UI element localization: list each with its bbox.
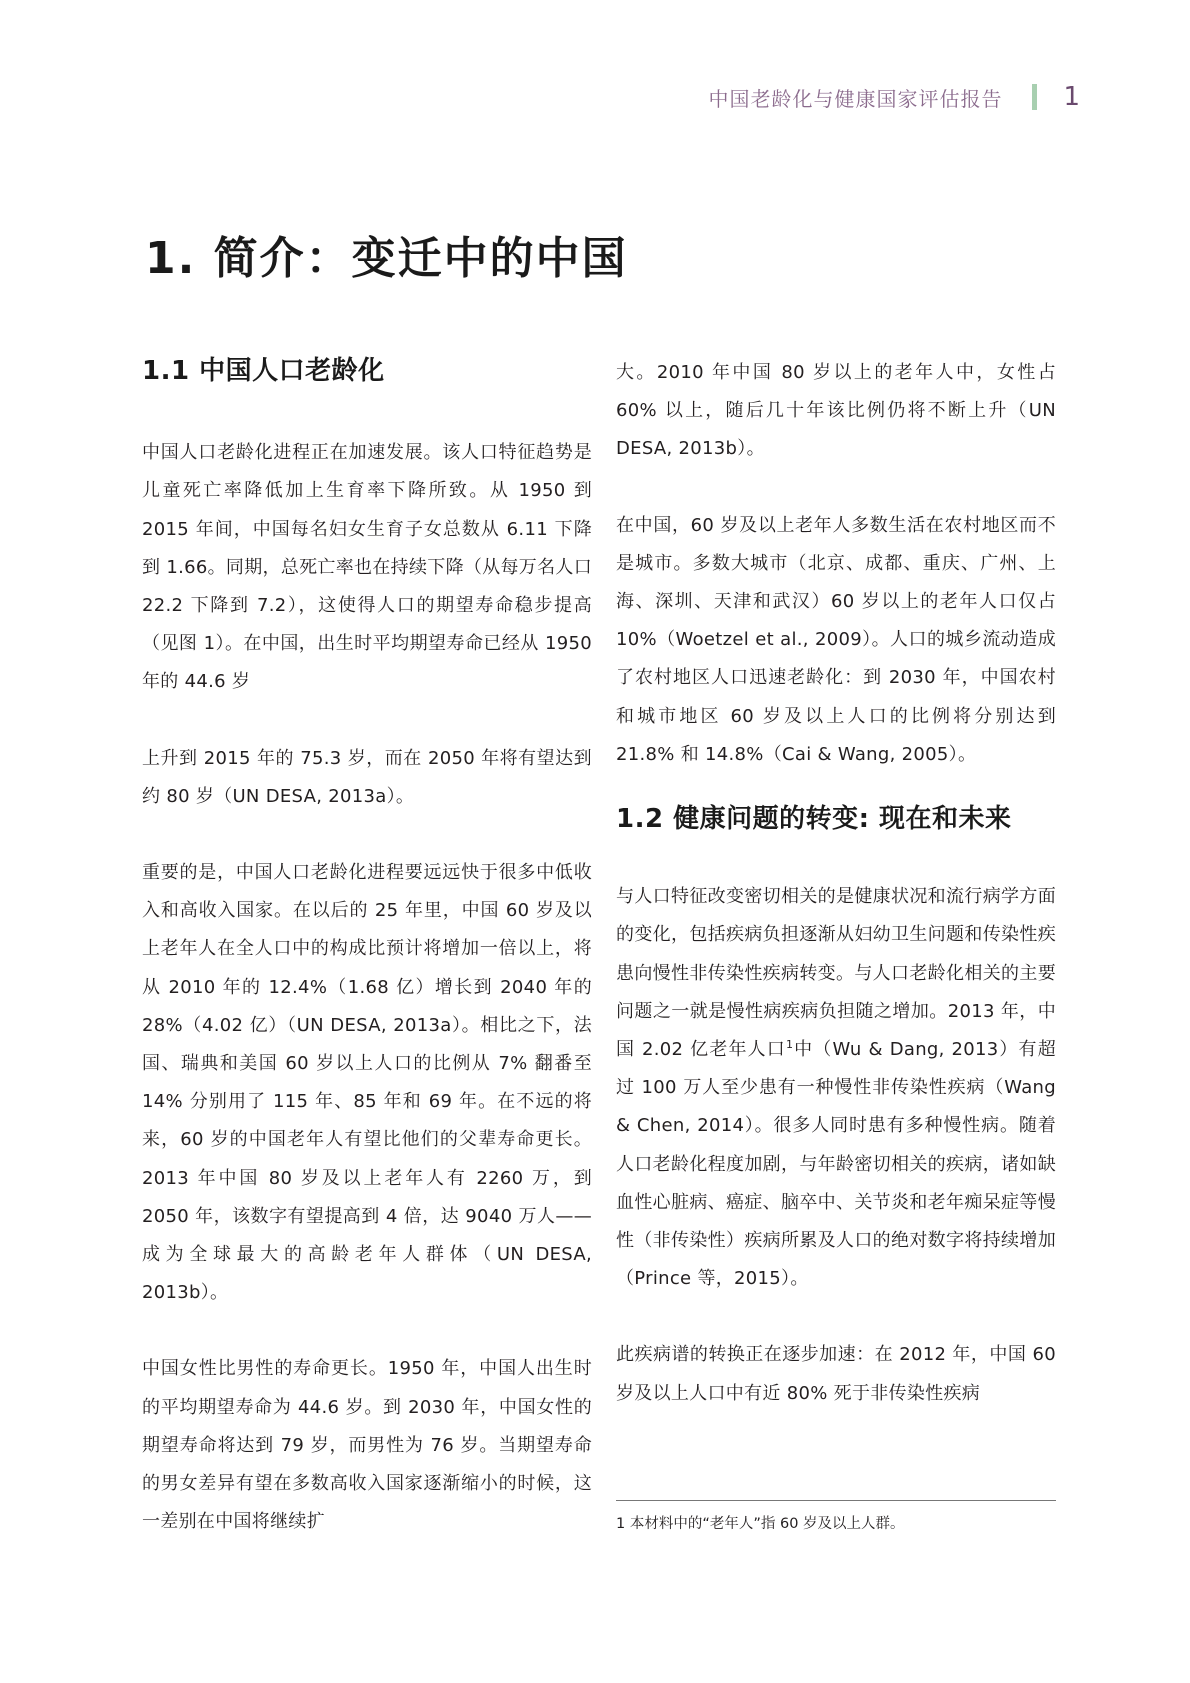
paragraph: 此疾病谱的转换正在逐步加速：在 2012 年，中国 60 岁及以上人口中有近 80% 死于非传染性疾病 [616,1344,1056,1404]
paragraph: 大。2010 年中国 80 岁以上的老年人中，女性占 60% 以上，随后几十年该比例仍将不断上升（UN DESA, 2013b）。 [616,362,1056,460]
header-divider [1032,84,1037,110]
footnote-divider [616,1500,1056,1501]
right-column [616,354,1056,1413]
section-heading-1-2: 1.2 健康问题的转变: 现在和未来 [616,804,1012,835]
paragraph: 中国女性比男性的寿命更长。1950 年，中国人出生时的平均期望寿命为 44.6 岁。到 2030 年，中国女性的期望寿命将达到 79 岁，而男性为 76 岁。当期望寿命的男女差异有望在多数高收入国家逐渐缩小的时候，这一差别在中国将继续扩 [142,1358,592,1533]
paragraph: 与人口特征改变密切相关的是健康状况和流行病学方面的变化，包括疾病负担逐渐从妇幼卫生问题和传染性疾患向慢性非传染性疾病转变。与人口老龄化相关的主要问题之一就是慢性病疾病负担随之增加。2013 年，中国 2.02 亿老年人口$^1$中（Wu & Dang, 2013）有超过 100 万人至少患有一种慢性非传染性疾病（Wang & Chen, 2014）。很多人同时患有多种慢性病。随着人口老龄化程度加剧，与年龄密切相关的疾病，诸如缺血性心脏病、癌症、脑卒中、关节炎和老年痴呆症等慢性（非传染性）疾病所累及人口的绝对数字将持续增加（Prince 等，2015）。 [616,886,1056,1290]
page-number: 1 [1063,82,1080,112]
chapter-title: 1. 简介：变迁中的中国 [145,233,628,284]
running-header [708,82,1080,112]
paragraph: 在中国，60 岁及以上老年人多数生活在农村地区而不是城市。多数大城市（北京、成都、重庆、广州、上海、深圳、天津和武汉）60 岁以上的老年人口仅占 10%（Woetzel et al., 2009）。人口的城乡流动造成了农村地区人口迅速老龄化：到 2030 年，中国农村和城市地区 60 岁及以上人口的比例将分别达到 21.8% 和 14.8%（Cai & Wang, 2005）。 [616,514,1056,765]
report-title: 中国老龄化与健康国家评估报告 [708,86,1003,111]
left-column [142,352,592,1541]
footnote-marker: 1 [785,1038,794,1052]
section-heading-1-1: 1.1 中国人口老龄化 [142,356,385,386]
footnote: 1 本材料中的“老年人”指 60 岁及以上人群。 [616,1516,905,1532]
paragraph: 中国人口老龄化进程正在加速发展。该人口特征趋势是儿童死亡率降低加上生育率下降所致。从 1950 到 2015 年间，中国每名妇女生育子女总数从 6.11 下降到 1.66。同期，总死亡率也在持续下降（从每万名人口 22.2 下降到 7.2），这使得人口的期望寿命稳步提高（见图 1）。在中国，出生时平均期望寿命已经从 1950 年的 44.6 岁 [142,442,592,693]
paragraph: 上升到 2015 年的 75.3 岁，而在 2050 年将有望达到约 80 岁（UN DESA, 2013a）。 [142,747,592,807]
paragraph: 重要的是，中国人口老龄化进程要远远快于很多中低收入和高收入国家。在以后的 25 年里，中国 60 岁及以上老年人在全人口中的构成比预计将增加一倍以上，将从 2010 年的 12.4%（1.68 亿）增长到 2040 年的 28%（4.02 亿）（UN DESA, 2013a）。相比之下，法国、瑞典和美国 60 岁以上人口的比例从 7% 翻番至 14% 分别用了 115 年、85 年和 69 年。在不远的将来，60 岁的中国老年人有望比他们的父辈寿命更长。2013 年中国 80 岁及以上老年人有 2260 万，到 2050 年，该数字有望提高到 4 倍，达 9040 万人——成为全球最大的高龄老年人群体（UN DESA, 2013b）。 [142,862,592,1304]
